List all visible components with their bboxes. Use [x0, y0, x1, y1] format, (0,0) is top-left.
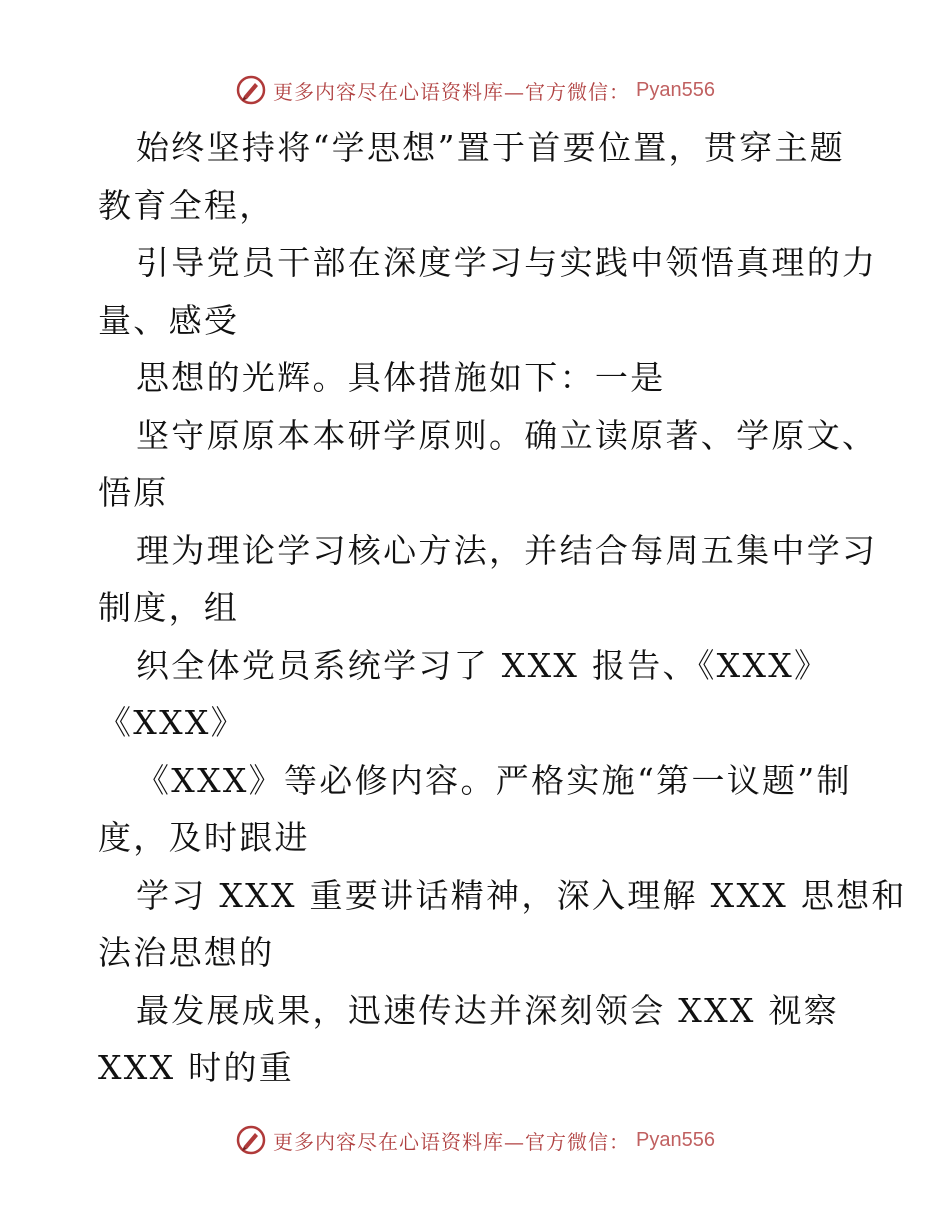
- text-line: 法治思想的: [98, 933, 275, 972]
- text-line: 思想的光辉。具体措施如下：一是: [136, 358, 666, 397]
- text-line: 《XXX》等必修内容。严格实施“第一议题”制: [136, 760, 852, 800]
- watermark-text: 更多内容尽在心语资料库—官方微信：: [273, 1129, 631, 1154]
- text-line: 教育全程，: [98, 185, 275, 225]
- text-line: 理为理论学习核心方法，并结合每周五集中学习: [136, 530, 878, 570]
- header-watermark: [0, 70, 950, 110]
- text-line: 引导党员干部在深度学习与实践中领悟真理的力: [136, 243, 878, 282]
- text-line: 学习 XXX 重要讲话精神，深入理解 XXX 思想和: [136, 875, 907, 915]
- text-line: 坚守原原本本研学原则。确立读原著、学原文、: [136, 415, 878, 455]
- watermark-handle: Pyan556: [636, 78, 715, 101]
- text-line: 悟原: [98, 473, 169, 512]
- text-line: 度，及时跟进: [98, 818, 310, 857]
- pen-logo-icon: [235, 74, 267, 106]
- document-body: [98, 119, 907, 1097]
- footer-watermark: [0, 1120, 950, 1160]
- text-line: 《XXX》: [98, 703, 246, 742]
- text-line: 最发展成果，迅速传达并深刻领会 XXX 视察: [136, 990, 840, 1030]
- text-line: 制度，组: [98, 588, 240, 627]
- watermark-handle: Pyan556: [636, 1128, 715, 1151]
- watermark-text: 更多内容尽在心语资料库—官方微信：: [273, 79, 631, 104]
- pen-logo-icon: [235, 1124, 267, 1156]
- text-line: 织全体党员系统学习了 XXX 报告、《XXX》: [136, 645, 830, 685]
- text-line: 始终坚持将“学思想”置于首要位置，贯穿主题: [136, 128, 846, 167]
- text-line: XXX 时的重: [98, 1048, 295, 1087]
- text-line: 量、感受: [98, 300, 240, 340]
